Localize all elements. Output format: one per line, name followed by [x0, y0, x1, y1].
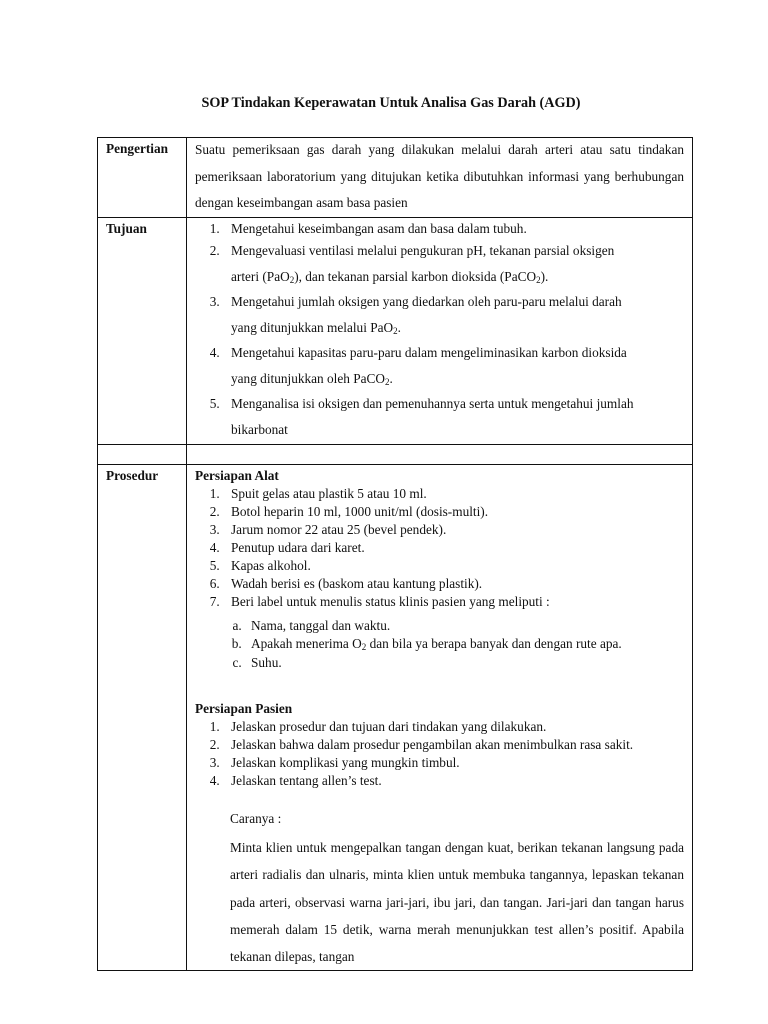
- tujuan-list: [195, 218, 684, 444]
- empty-cell: [187, 444, 693, 464]
- sop-table: [97, 137, 693, 971]
- label-tujuan: Tujuan: [98, 217, 187, 444]
- list-item: 7. Beri label untuk menulis status klinis pasien yang meliputi :: [223, 593, 684, 611]
- heading-persiapan-alat: Persiapan Alat: [195, 467, 279, 483]
- heading-persiapan-pasien: Persiapan Pasien: [195, 701, 293, 716]
- list-item: 5. Kapas alkohol.: [223, 557, 684, 575]
- row-pengertian: [98, 138, 693, 218]
- list-item: 1. Spuit gelas atau plastik 5 atau 10 ml.: [223, 485, 684, 503]
- list-item: b. Apakah menerima $O_2$ dan bila ya berapa banyak dan dengan rute apa.: [245, 635, 684, 654]
- list-item: 2. Mengevaluasi ventilasi melalui pengukuran pH, tekanan parsial oksigen arteri (PaO$_2$), dan tekanan parsial karbon dioksida (PaCO$_2$).: [223, 240, 684, 291]
- cell-pengertian: [187, 138, 693, 218]
- row-empty: [98, 444, 693, 464]
- row-prosedur: [98, 464, 693, 971]
- list-item: 6. Wadah berisi es (baskom atau kantung plastik).: [223, 575, 684, 593]
- label-sublist: [195, 617, 684, 673]
- list-item: 3. Jelaskan komplikasi yang mungkin timbul.: [223, 754, 684, 772]
- list-item: 2. Jelaskan bahwa dalam prosedur pengambilan akan menimbulkan rasa sakit.: [223, 736, 684, 754]
- label-prosedur: Prosedur: [98, 464, 187, 971]
- row-tujuan: [98, 217, 693, 444]
- cell-tujuan: [187, 217, 693, 444]
- list-item: 2. Botol heparin 10 ml, 1000 unit/ml (dosis-multi).: [223, 503, 684, 521]
- caranya-label: Caranya :: [230, 811, 282, 826]
- label-pengertian: Pengertian: [98, 138, 187, 218]
- list-item: 4. Penutup udara dari karet.: [223, 539, 684, 557]
- list-item: 1. Mengetahui keseimbangan asam dan basa dalam tubuh.: [223, 218, 684, 240]
- list-item: 5. Menganalisa isi oksigen dan pemenuhannya serta untuk mengetahui jumlah bikarbonat: [223, 393, 684, 444]
- list-item: 4. Jelaskan tentang allen’s test.: [223, 772, 684, 790]
- page-title: SOP Tindakan Keperawatan Untuk Analisa Gas Darah (AGD): [201, 95, 581, 111]
- list-item: 3. Jarum nomor 22 atau 25 (bevel pendek).: [223, 521, 684, 539]
- list-item: a. Nama, tanggal dan waktu.: [245, 617, 684, 636]
- cell-prosedur: [187, 464, 693, 971]
- pasien-list: [195, 718, 684, 790]
- list-item: 1. Jelaskan prosedur dan tujuan dari tindakan yang dilakukan.: [223, 718, 684, 736]
- empty-cell: [98, 444, 187, 464]
- list-item: 4. Mengetahui kapasitas paru-paru dalam mengeliminasikan karbon dioksida yang ditunjukkan oleh PaCO$_2$.: [223, 342, 684, 393]
- caranya-text: Minta klien untuk mengepalkan tangan dengan kuat, berikan tekanan langsung pada arteri radialis dan ulnaris, minta klien untuk membuka tangannya, lepaskan tekanan pada arteri, observasi warna jari-jari, ibu jari, dan tangan. Jari-jari dan tangan harus memerah dalam 15 detik, warna merah menunjukkan test allen’s positif. Apabila tekanan dilepas, tangan: [230, 840, 684, 965]
- pengertian-text: Suatu pemeriksaan gas darah yang dilakukan melalui darah arteri atau satu tindakan pemeriksaan laboratorium yang ditujukan ketika dibutuhkan informasi yang berhubungan dengan keseimbangan asam basa pasien: [195, 142, 684, 210]
- alat-list: [195, 485, 684, 611]
- list-item: 3. Mengetahui jumlah oksigen yang diedarkan oleh paru-paru melalui darah yang ditunjukkan melalui PaO$_2$.: [223, 291, 684, 342]
- list-item: c. Suhu.: [245, 654, 684, 673]
